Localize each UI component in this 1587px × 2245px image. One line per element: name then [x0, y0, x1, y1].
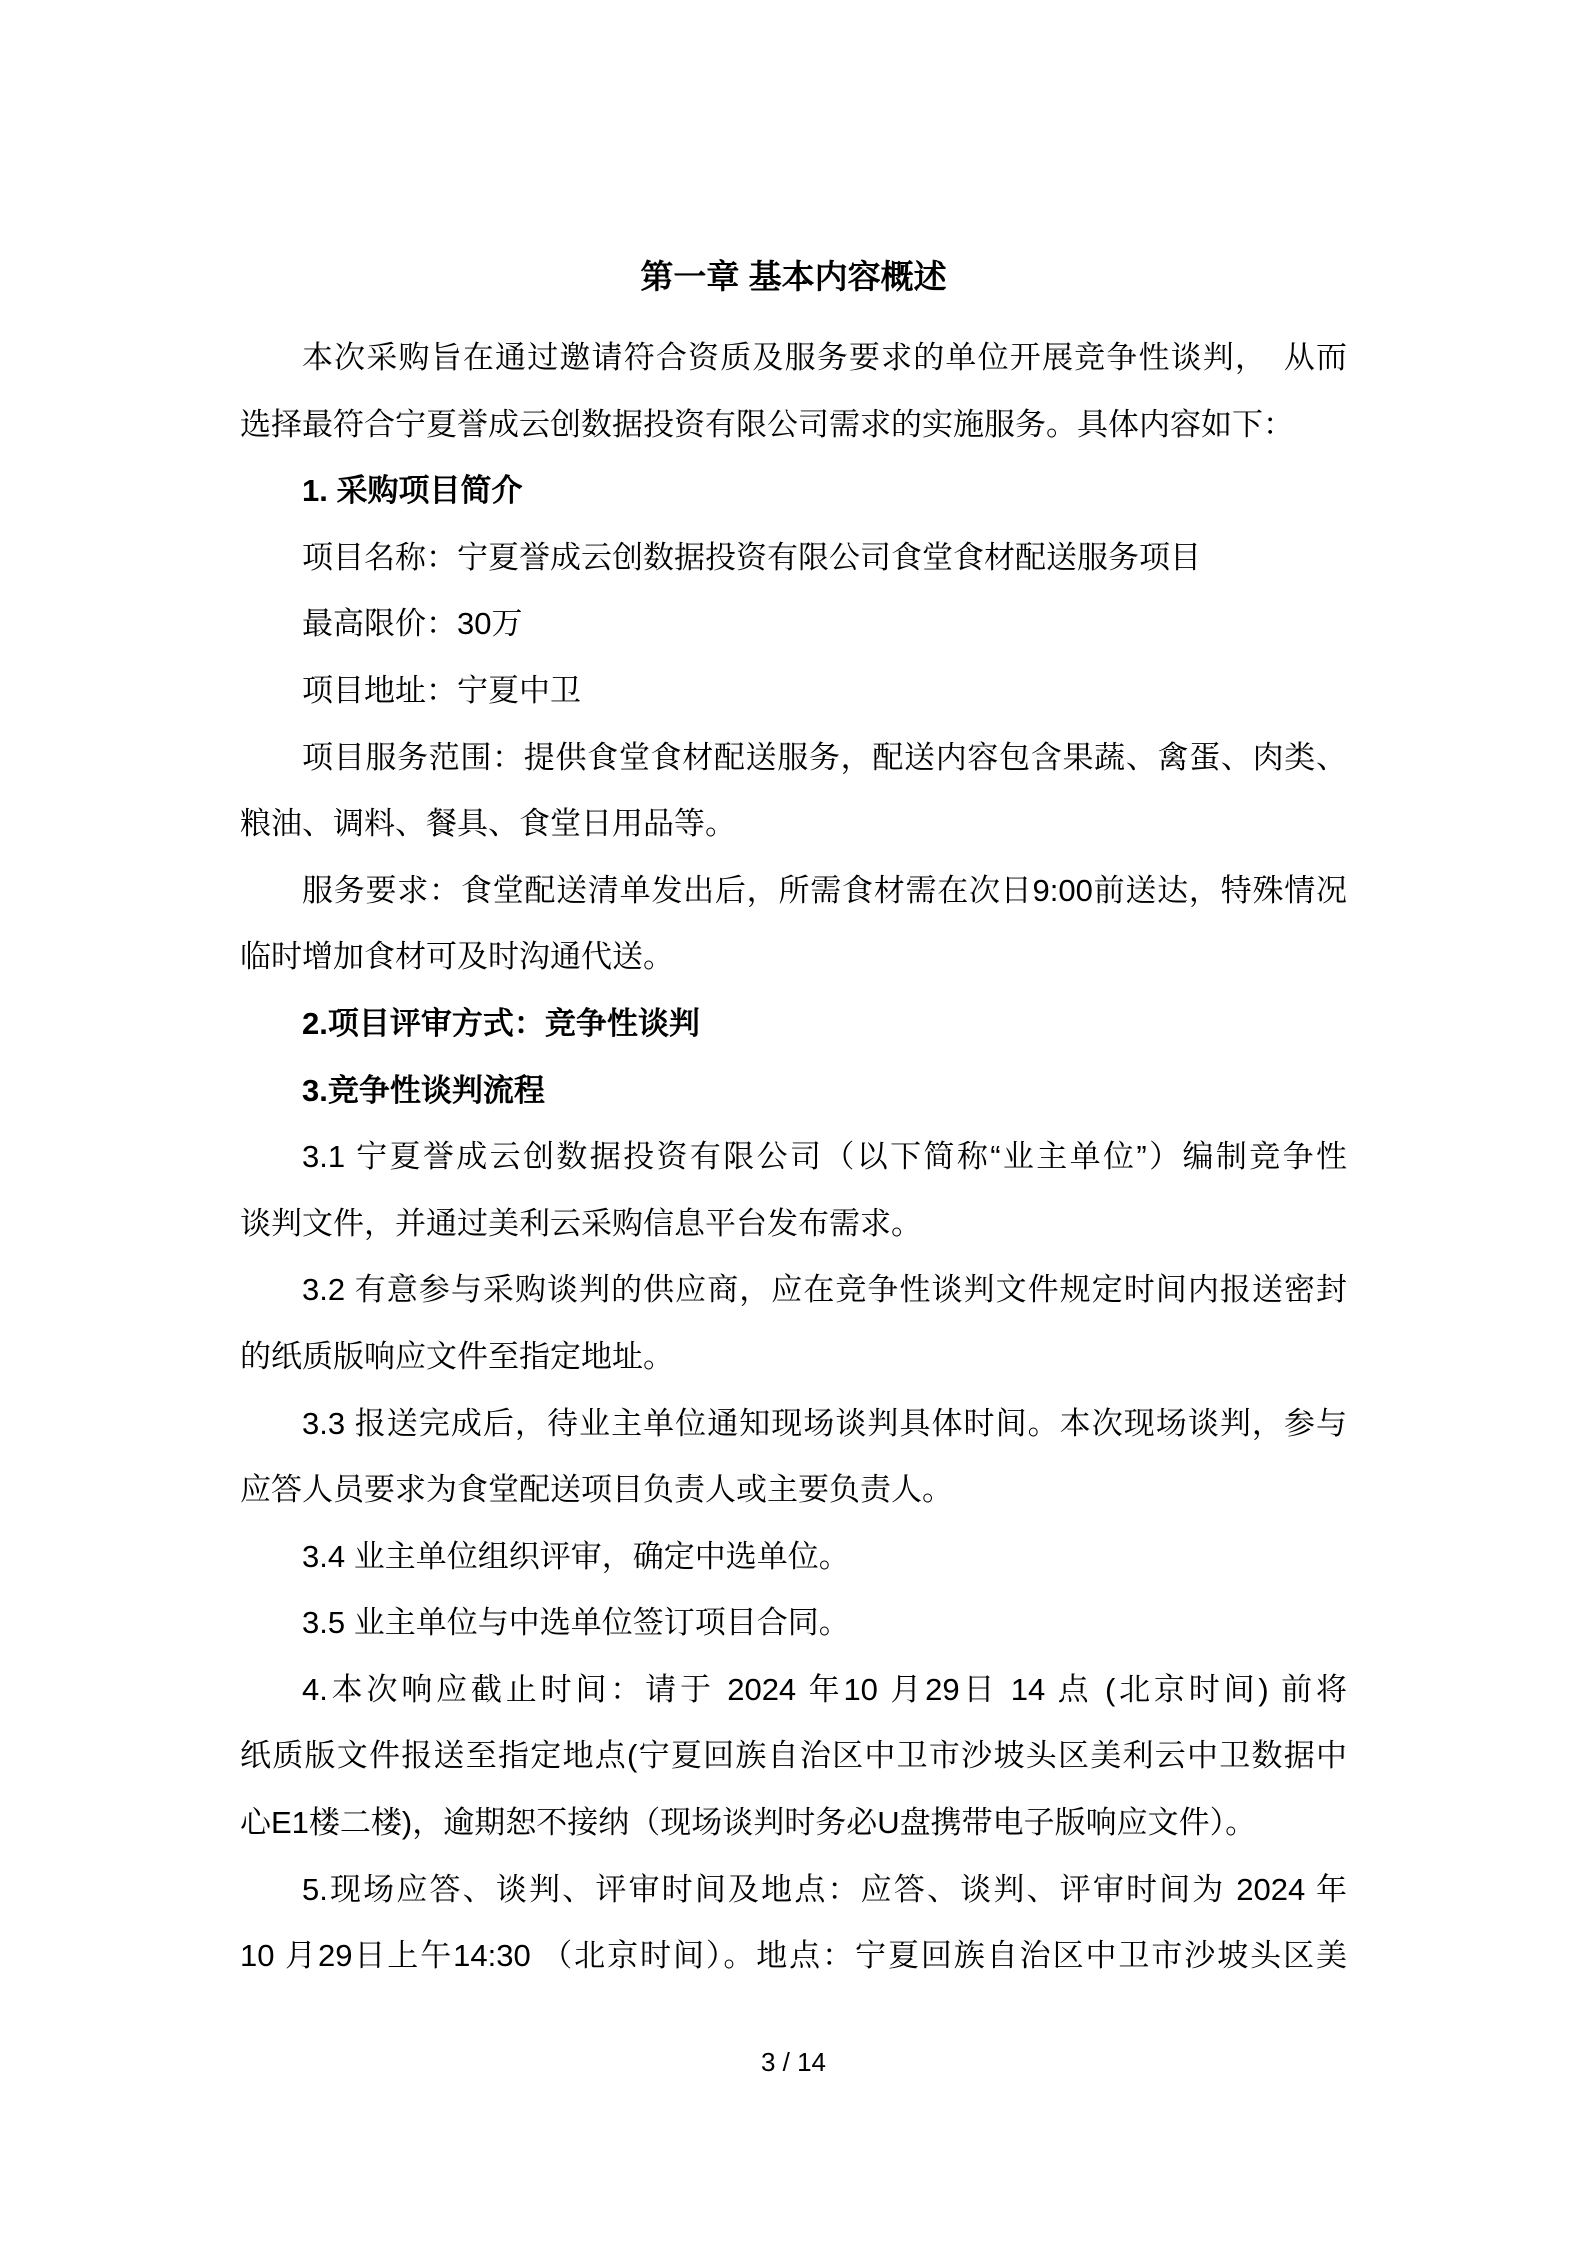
text-line: 3.竞争性谈判流程 [302, 1072, 545, 1108]
text-line: 1. 采购项目简介 [302, 473, 523, 509]
page-title: 第一章 基本内容概述 [640, 258, 947, 295]
text-line: 心E1楼二楼)，逾期恕不接纳（现场谈判时务必U盘携带电子版响应文件）。 [240, 1805, 1257, 1841]
text-line: 3.1 宁夏誉成云创数据投资有限公司（以下简称“业主单位”）编制竞争性 [302, 1139, 1347, 1175]
text-line: 最高限价：30万 [302, 606, 523, 642]
text-line: 本次采购旨在通过邀请符合资质及服务要求的单位开展竞争性谈判， 从而 [302, 340, 1347, 375]
text-line: 粮油、调料、餐具、食堂日用品等。 [240, 806, 736, 842]
text-line: 项目地址：宁夏中卫 [302, 672, 581, 708]
text-line: 项目服务范围：提供食堂食材配送服务，配送内容包含果蔬、禽蛋、肉类、 [302, 739, 1347, 775]
text-line: 的纸质版响应文件至指定地址。 [240, 1338, 674, 1374]
text-line: 3.2 有意参与采购谈判的供应商，应在竞争性谈判文件规定时间内报送密封 [302, 1272, 1347, 1308]
text-line: 3.5 业主单位与中选单位签订项目合同。 [302, 1605, 850, 1641]
text-line: 5.现场应答、谈判、评审时间及地点：应答、谈判、评审时间为 2024 年 [302, 1871, 1347, 1907]
text-line: 临时增加食材可及时沟通代送。 [240, 939, 674, 975]
text-line: 选择最符合宁夏誉成云创数据投资有限公司需求的实施服务。具体内容如下： [240, 406, 1294, 442]
document-body [240, 325, 1347, 1990]
text-line: 3.3 报送完成后，待业主单位通知现场谈判具体时间。本次现场谈判，参与 [302, 1405, 1347, 1441]
text-line: 3.4 业主单位组织评审，确定中选单位。 [302, 1538, 850, 1574]
text-line: 项目名称：宁夏誉成云创数据投资有限公司食堂食材配送服务项目 [302, 539, 1201, 575]
text-line: 纸质版文件报送至指定地点(宁夏回族自治区中卫市沙坡头区美利云中卫数据中 [240, 1738, 1347, 1774]
text-line: 谈判文件，并通过美利云采购信息平台发布需求。 [240, 1205, 922, 1241]
page-number: 3 / 14 [760, 2047, 827, 2077]
text-line: 2.项目评审方式：竞争性谈判 [302, 1005, 700, 1041]
text-line: 10 月29日上午14:30 （北京时间）。地点：宁夏回族自治区中卫市沙坡头区美 [240, 1938, 1347, 1974]
text-line: 应答人员要求为食堂配送项目负责人或主要负责人。 [240, 1472, 953, 1508]
text-line: 4.本次响应截止时间：请于 2024 年10 月29日 14 点 (北京时间) 前将 [302, 1671, 1347, 1707]
text-line: 服务要求：食堂配送清单发出后，所需食材需在次日9:00前送达，特殊情况 [302, 872, 1347, 908]
